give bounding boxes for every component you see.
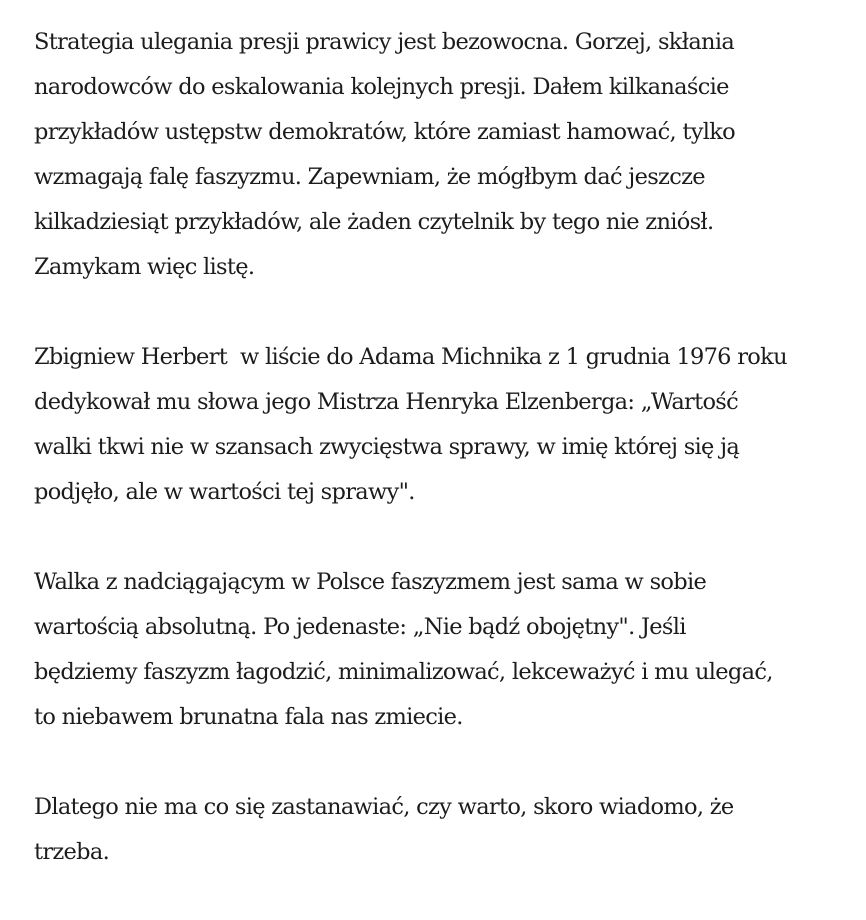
text-line: podjęło, ale w wartości tej sprawy". <box>34 479 415 505</box>
text-line: wartością absolutną. Po jedenaste: „Nie bądź obojętny". Jeśli <box>34 614 686 640</box>
text-line: trzeba. <box>34 839 110 865</box>
text-line: Walka z nadciągającym w Polsce faszyzmem jest sama w sobie <box>34 569 707 595</box>
text-line: dedykował mu słowa jego Mistrza Henryka Elzenberga: „Wartość <box>34 389 739 415</box>
text-line: przykładów ustępstw demokratów, które zamiast hamować, tylko <box>34 119 736 145</box>
text-line: walki tkwi nie w szansach zwycięstwa sprawy, w imię której się ją <box>34 434 740 460</box>
text-line: Strategia ulegania presji prawicy jest bezowocna. Gorzej, skłania <box>34 29 735 55</box>
paragraph-herbert-quote <box>34 335 866 515</box>
text-line: Zbigniew Herbert w liście do Adama Michnika z 1 grudnia 1976 roku <box>34 344 787 370</box>
paragraph-concessions <box>34 20 866 290</box>
text-line: narodowców do eskalowania kolejnych presji. Dałem kilkanaście <box>34 74 729 100</box>
text-line: to niebawem brunatna fala nas zmiecie. <box>34 704 463 730</box>
text-line: wzmagają falę faszyzmu. Zapewniam, że mógłbym dać jeszcze <box>34 164 705 190</box>
text-line: będziemy faszyzm łagodzić, minimalizować, lekceważyć i mu ulegać, <box>34 659 773 685</box>
paragraph-fight-fascism <box>34 560 866 740</box>
article-body <box>34 20 866 920</box>
text-line: Zamykam więc listę. <box>34 254 255 280</box>
text-line: Dlatego nie ma co się zastanawiać, czy warto, skoro wiadomo, że <box>34 794 734 820</box>
text-line: kilkadziesiąt przykładów, ale żaden czytelnik by tego nie zniósł. <box>34 209 714 235</box>
paragraph-conclusion <box>34 785 866 875</box>
